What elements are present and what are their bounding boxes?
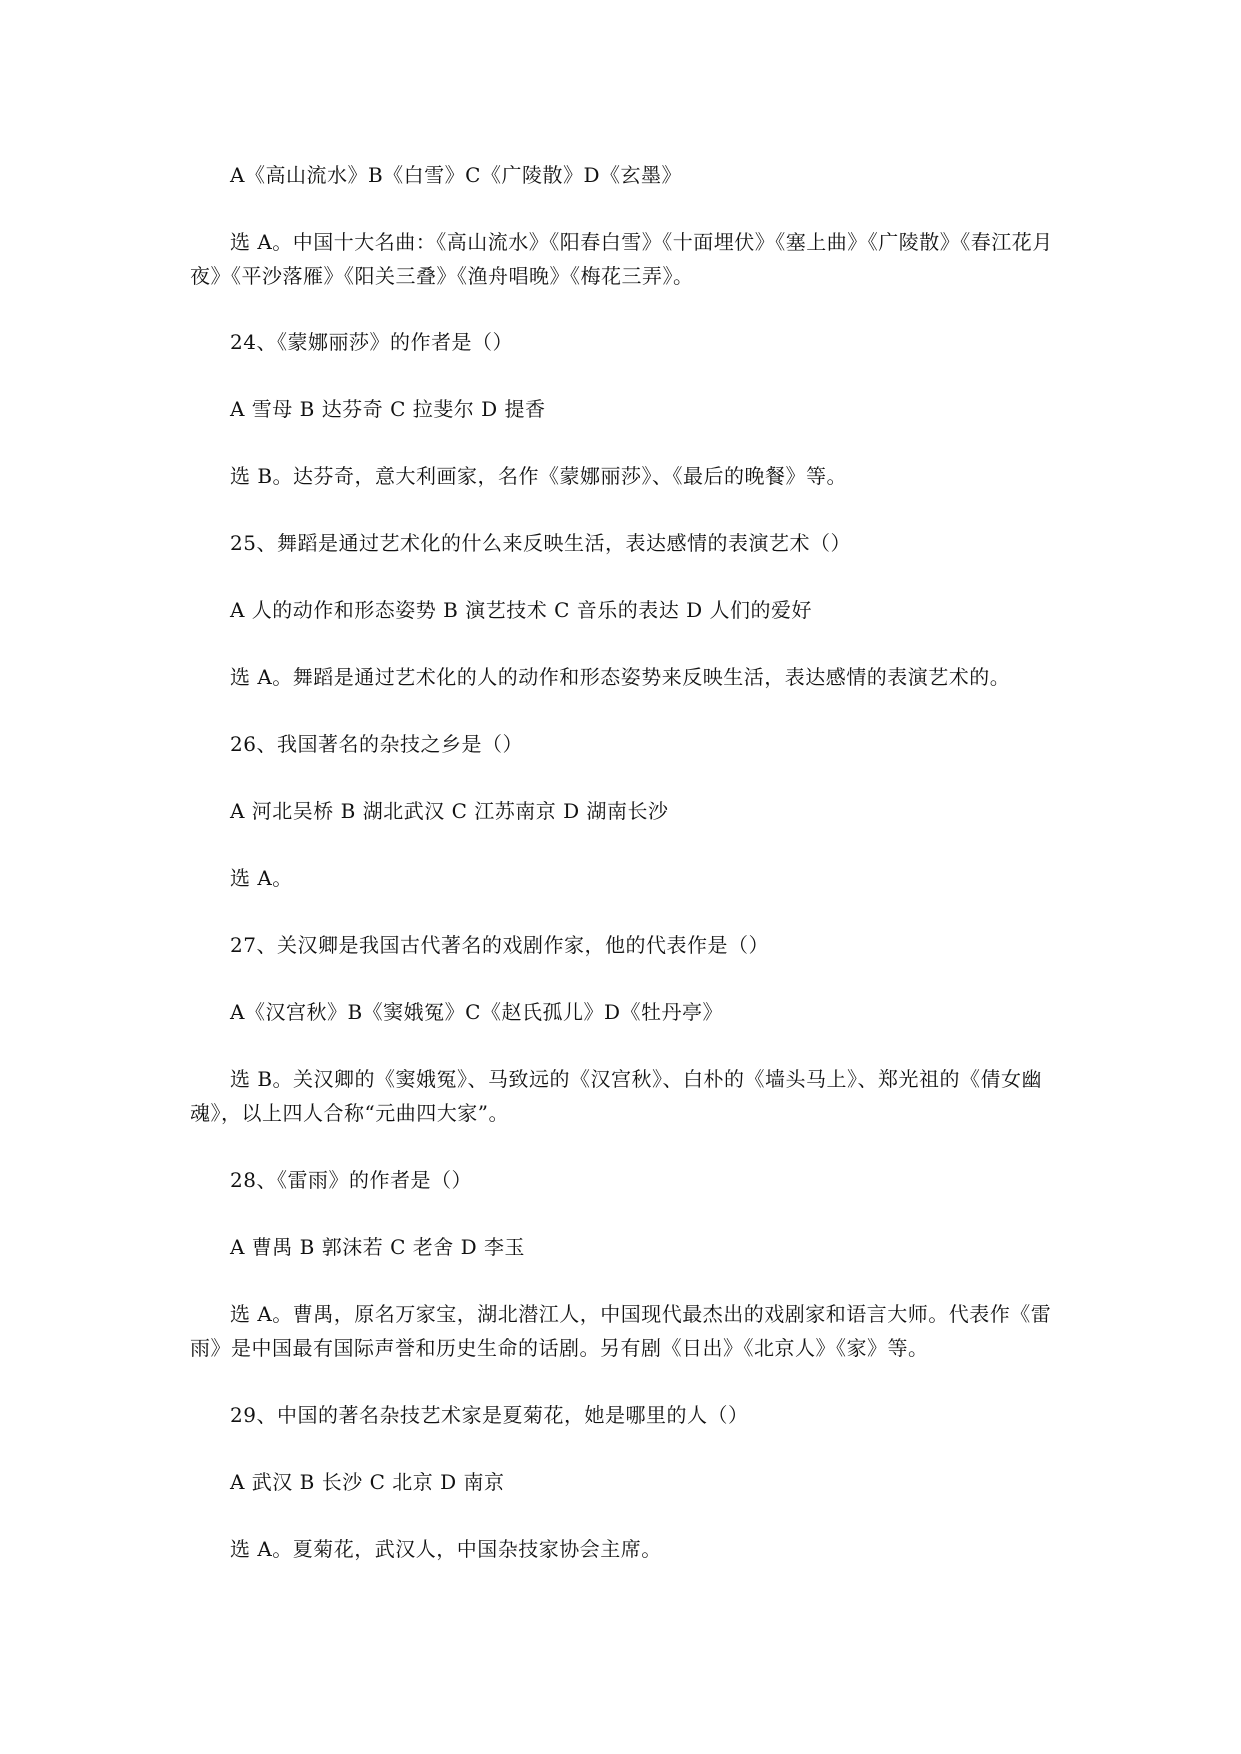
answer-explanation: 选 A。舞蹈是通过艺术化的人的动作和形态姿势来反映生活，表达感情的表演艺术的。 xyxy=(230,665,1011,689)
answer-explanation: 选 A。曹禺，原名万家宝，湖北潜江人，中国现代最杰出的戏剧家和语言大师。代表作《雷雨》是中国最有国际声誉和历史生命的话剧。另有剧《日出》《北京人》《家》等。 xyxy=(190,1302,1052,1360)
option-line: A 人的动作和形态姿势 B 演艺技术 C 音乐的表达 D 人们的爱好 xyxy=(230,598,812,622)
option-line: A《汉宫秋》B《窦娥冤》C《赵氏孤儿》D《牡丹亭》 xyxy=(230,1000,723,1024)
option-line: A 武汉 B 长沙 C 北京 D 南京 xyxy=(230,1470,505,1494)
question-29: 29、中国的著名杂技艺术家是夏菊花，她是哪里的人（） xyxy=(230,1403,749,1427)
option-line: A 河北吴桥 B 湖北武汉 C 江苏南京 D 湖南长沙 xyxy=(230,799,669,823)
question-26: 26、我国著名的杂技之乡是（） xyxy=(230,732,523,756)
answer-explanation: 选 B。达芬奇，意大利画家，名作《蒙娜丽莎》、《最后的晚餐》等。 xyxy=(230,464,848,488)
answer-explanation: 选 A。 xyxy=(230,866,293,890)
answer-explanation: 选 B。关汉卿的《窦娥冤》、马致远的《汉宫秋》、白朴的《墙头马上》、郑光祖的《倩女幽魂》，以上四人合称“元曲四大家”。 xyxy=(190,1067,1043,1125)
question-28: 28、《雷雨》的作者是（） xyxy=(230,1168,472,1192)
option-line: A《高山流水》B《白雪》C《广陵散》D《玄墨》 xyxy=(230,163,682,187)
question-25: 25、舞蹈是通过艺术化的什么来反映生活，表达感情的表演艺术（） xyxy=(230,531,851,555)
question-27: 27、关汉卿是我国古代著名的戏剧作家，他的代表作是（） xyxy=(230,933,769,957)
option-line: A 曹禺 B 郭沫若 C 老舍 D 李玉 xyxy=(230,1235,525,1259)
question-24: 24、《蒙娜丽莎》的作者是（） xyxy=(230,330,513,354)
answer-explanation: 选 A。夏菊花，武汉人，中国杂技家协会主席。 xyxy=(230,1537,662,1561)
option-line: A 雪母 B 达芬奇 C 拉斐尔 D 提香 xyxy=(230,397,546,421)
answer-explanation: 选 A。中国十大名曲：《高山流水》《阳春白雪》《十面埋伏》《塞上曲》《广陵散》《春江花月夜》《平沙落雁》《阳关三叠》《渔舟唱晚》《梅花三弄》。 xyxy=(190,230,1053,288)
